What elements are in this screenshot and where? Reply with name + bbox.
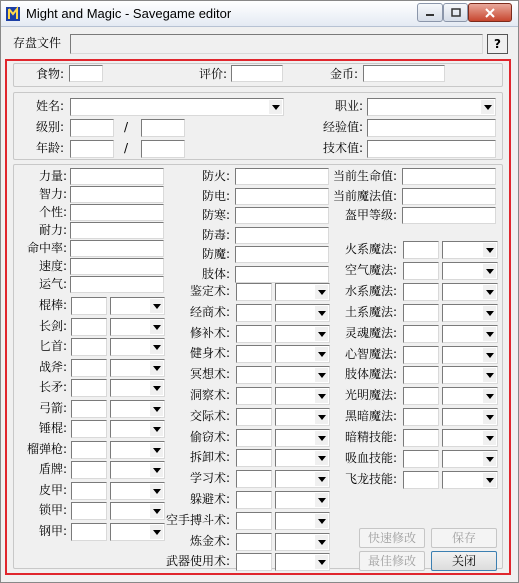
- close-window-button[interactable]: [468, 3, 512, 22]
- magic-label: 水系魔法:: [344, 284, 397, 298]
- stat-label: 个性:: [38, 205, 67, 219]
- weapon-level-field[interactable]: [71, 400, 107, 418]
- chevron-down-icon: [483, 306, 496, 320]
- skill-label: 偷窃术:: [189, 430, 230, 444]
- chevron-down-icon: [483, 431, 496, 445]
- resist-label: 防寒:: [201, 208, 230, 222]
- close-icon: [484, 8, 496, 18]
- vital-field[interactable]: [402, 168, 496, 185]
- weapon-label: 长矛:: [38, 380, 67, 394]
- minimize-icon: [425, 9, 435, 17]
- experience-field[interactable]: [367, 119, 496, 137]
- magic-label: 暗精技能:: [344, 430, 397, 444]
- maximize-icon: [451, 8, 461, 17]
- weapon-level-field[interactable]: [71, 502, 107, 520]
- vital-label: 当前生命值:: [332, 169, 397, 183]
- age-slash: /: [124, 141, 129, 155]
- level-max-field[interactable]: [141, 119, 185, 137]
- quick-edit-button[interactable]: 快速修改: [359, 528, 425, 548]
- experience-label: 经验值:: [323, 120, 364, 134]
- stat-label: 力量:: [38, 169, 67, 183]
- stat-label: 耐力:: [38, 223, 67, 237]
- magic-mastery-combo[interactable]: [442, 429, 498, 447]
- weapon-label: 钢甲:: [38, 524, 67, 538]
- skill-level-field[interactable]: [236, 449, 272, 467]
- skillpoints-field[interactable]: [367, 140, 496, 158]
- chevron-down-icon: [315, 514, 328, 528]
- rating-field[interactable]: [231, 65, 283, 82]
- skill-level-field[interactable]: [236, 387, 272, 405]
- magic-level-field[interactable]: [403, 346, 439, 364]
- magic-level-field[interactable]: [403, 304, 439, 322]
- weapon-label: 匕首:: [38, 339, 67, 353]
- chevron-down-icon: [483, 410, 496, 424]
- weapon-level-field[interactable]: [71, 441, 107, 459]
- gold-label: 金币:: [330, 67, 359, 81]
- chevron-down-icon: [483, 264, 496, 278]
- skill-label: 健身术:: [189, 346, 230, 360]
- level-label: 级别:: [36, 120, 65, 134]
- gold-field[interactable]: [363, 65, 445, 82]
- skill-level-field[interactable]: [236, 325, 272, 343]
- magic-level-field[interactable]: [403, 471, 439, 489]
- skill-level-field[interactable]: [236, 553, 272, 571]
- chevron-down-icon: [483, 285, 496, 299]
- name-combo[interactable]: [70, 98, 284, 116]
- magic-level-field[interactable]: [403, 325, 439, 343]
- magic-mastery-combo[interactable]: [442, 325, 498, 343]
- weapon-label: 盾牌:: [38, 462, 67, 476]
- chevron-down-icon: [483, 327, 496, 341]
- skill-label: 经商术:: [189, 305, 230, 319]
- skill-label: 交际术:: [189, 409, 230, 423]
- skill-mastery-combo[interactable]: [275, 533, 330, 551]
- age-max-field[interactable]: [141, 140, 185, 158]
- resist-label: 防魔:: [201, 247, 230, 261]
- weapon-label: 锁甲:: [38, 503, 67, 517]
- magic-label: 飞龙技能:: [344, 472, 397, 486]
- window-title: Might and Magic - Savegame editor: [26, 6, 232, 21]
- magic-mastery-combo[interactable]: [442, 387, 498, 405]
- age-label: 年龄:: [36, 141, 65, 155]
- chevron-down-icon: [483, 368, 496, 382]
- class-combo[interactable]: [367, 98, 496, 116]
- weapon-label: 长剑:: [38, 319, 67, 333]
- skill-level-field[interactable]: [236, 533, 272, 551]
- skill-level-field[interactable]: [236, 283, 272, 301]
- best-edit-button[interactable]: 最佳修改: [359, 551, 425, 571]
- magic-label: 空气魔法:: [344, 263, 397, 277]
- food-label: 食物:: [36, 67, 65, 81]
- level-slash: /: [124, 120, 129, 134]
- weapon-level-field[interactable]: [71, 297, 107, 315]
- weapon-label: 战斧:: [38, 360, 67, 374]
- food-field[interactable]: [69, 65, 103, 82]
- chevron-down-icon: [315, 535, 328, 549]
- chevron-down-icon: [481, 100, 494, 114]
- skill-level-field[interactable]: [236, 470, 272, 488]
- weapon-level-field[interactable]: [71, 359, 107, 377]
- magic-mastery-combo[interactable]: [442, 304, 498, 322]
- skill-mastery-combo[interactable]: [275, 553, 330, 571]
- weapon-label: 皮甲:: [38, 483, 67, 497]
- magic-mastery-combo[interactable]: [442, 450, 498, 468]
- skill-level-field[interactable]: [236, 345, 272, 363]
- magic-label: 灵魂魔法:: [344, 326, 397, 340]
- weapon-label: 棍棒:: [38, 298, 67, 312]
- age-field[interactable]: [70, 140, 114, 158]
- magic-level-field[interactable]: [403, 429, 439, 447]
- skill-level-field[interactable]: [236, 366, 272, 384]
- savefile-label: 存盘文件: [13, 36, 62, 50]
- name-label: 姓名:: [36, 99, 65, 113]
- chevron-down-icon: [483, 348, 496, 362]
- skill-label: 学习术:: [189, 471, 230, 485]
- magic-level-field[interactable]: [403, 241, 439, 259]
- vital-label: 盔甲等级:: [344, 208, 397, 222]
- skill-label: 修补术:: [189, 326, 230, 340]
- skill-level-field[interactable]: [236, 408, 272, 426]
- magic-mastery-combo[interactable]: [442, 366, 498, 384]
- weapon-level-field[interactable]: [71, 420, 107, 438]
- magic-level-field[interactable]: [403, 387, 439, 405]
- skill-label: 武器使用术:: [165, 554, 230, 568]
- magic-level-field[interactable]: [403, 262, 439, 280]
- magic-mastery-combo[interactable]: [442, 241, 498, 259]
- class-label: 职业:: [335, 99, 364, 113]
- chevron-down-icon: [315, 493, 328, 507]
- resist-label: 肢体:: [201, 267, 230, 281]
- app-icon: [5, 6, 21, 22]
- magic-level-field[interactable]: [403, 450, 439, 468]
- resist-label: 防火:: [201, 169, 230, 183]
- magic-mastery-combo[interactable]: [442, 408, 498, 426]
- weapon-level-field[interactable]: [71, 338, 107, 356]
- weapon-level-field[interactable]: [71, 523, 107, 541]
- stat-label: 速度:: [38, 259, 67, 273]
- skill-label: 鉴定术:: [189, 284, 230, 298]
- magic-label: 土系魔法:: [344, 305, 397, 319]
- minimize-button[interactable]: [417, 3, 443, 22]
- magic-label: 肢体魔法:: [344, 367, 397, 381]
- skill-level-field[interactable]: [236, 512, 272, 530]
- magic-mastery-combo[interactable]: [442, 471, 498, 489]
- magic-label: 心智魔法:: [344, 347, 397, 361]
- skill-mastery-combo[interactable]: [275, 512, 330, 530]
- help-button[interactable]: ?: [487, 34, 508, 54]
- weapon-label: 榴弹枪:: [26, 442, 67, 456]
- skill-label: 空手搏斗术:: [165, 513, 230, 527]
- magic-level-field[interactable]: [403, 366, 439, 384]
- magic-label: 黑暗魔法:: [344, 409, 397, 423]
- stat-label: 智力:: [38, 187, 67, 201]
- weapon-label: 锤棍:: [38, 421, 67, 435]
- magic-mastery-combo[interactable]: [442, 283, 498, 301]
- magic-mastery-combo[interactable]: [442, 346, 498, 364]
- skill-level-field[interactable]: [236, 491, 272, 509]
- rating-label: 评价:: [199, 67, 228, 81]
- skillpoints-label: 技术值:: [323, 141, 364, 155]
- stat-label: 运气:: [38, 277, 67, 291]
- savefile-field[interactable]: [70, 34, 483, 54]
- skill-label: 拆卸术:: [189, 450, 230, 464]
- skill-label: 冥想术:: [189, 367, 230, 381]
- skill-label: 洞察术:: [189, 388, 230, 402]
- weapon-level-field[interactable]: [71, 482, 107, 500]
- magic-label: 火系魔法:: [344, 242, 397, 256]
- chevron-down-icon: [483, 389, 496, 403]
- weapon-level-field[interactable]: [71, 461, 107, 479]
- skill-label: 躲避术:: [189, 492, 230, 506]
- skill-mastery-combo[interactable]: [275, 491, 330, 509]
- chevron-down-icon: [483, 473, 496, 487]
- close-button[interactable]: 关闭: [431, 551, 497, 571]
- weapon-level-field[interactable]: [71, 379, 107, 397]
- stat-label: 命中率:: [26, 241, 67, 255]
- maximize-button[interactable]: [443, 3, 468, 22]
- save-button[interactable]: 保存: [431, 528, 497, 548]
- skill-level-field[interactable]: [236, 304, 272, 322]
- chevron-down-icon: [315, 555, 328, 569]
- resist-label: 防电:: [201, 189, 230, 203]
- level-field[interactable]: [70, 119, 114, 137]
- weapon-level-field[interactable]: [71, 318, 107, 336]
- magic-label: 光明魔法:: [344, 388, 397, 402]
- chevron-down-icon: [483, 452, 496, 466]
- skill-level-field[interactable]: [236, 429, 272, 447]
- magic-label: 吸血技能:: [344, 451, 397, 465]
- vital-field[interactable]: [402, 207, 496, 224]
- chevron-down-icon: [483, 243, 496, 257]
- skill-label: 炼金术:: [189, 534, 230, 548]
- title-bar: [1, 1, 518, 27]
- magic-level-field[interactable]: [403, 408, 439, 426]
- magic-mastery-combo[interactable]: [442, 262, 498, 280]
- vital-label: 当前魔法值:: [332, 189, 397, 203]
- magic-level-field[interactable]: [403, 283, 439, 301]
- vital-field[interactable]: [402, 188, 496, 205]
- weapon-label: 弓箭:: [38, 401, 67, 415]
- resist-label: 防毒:: [201, 228, 230, 242]
- chevron-down-icon: [269, 100, 282, 114]
